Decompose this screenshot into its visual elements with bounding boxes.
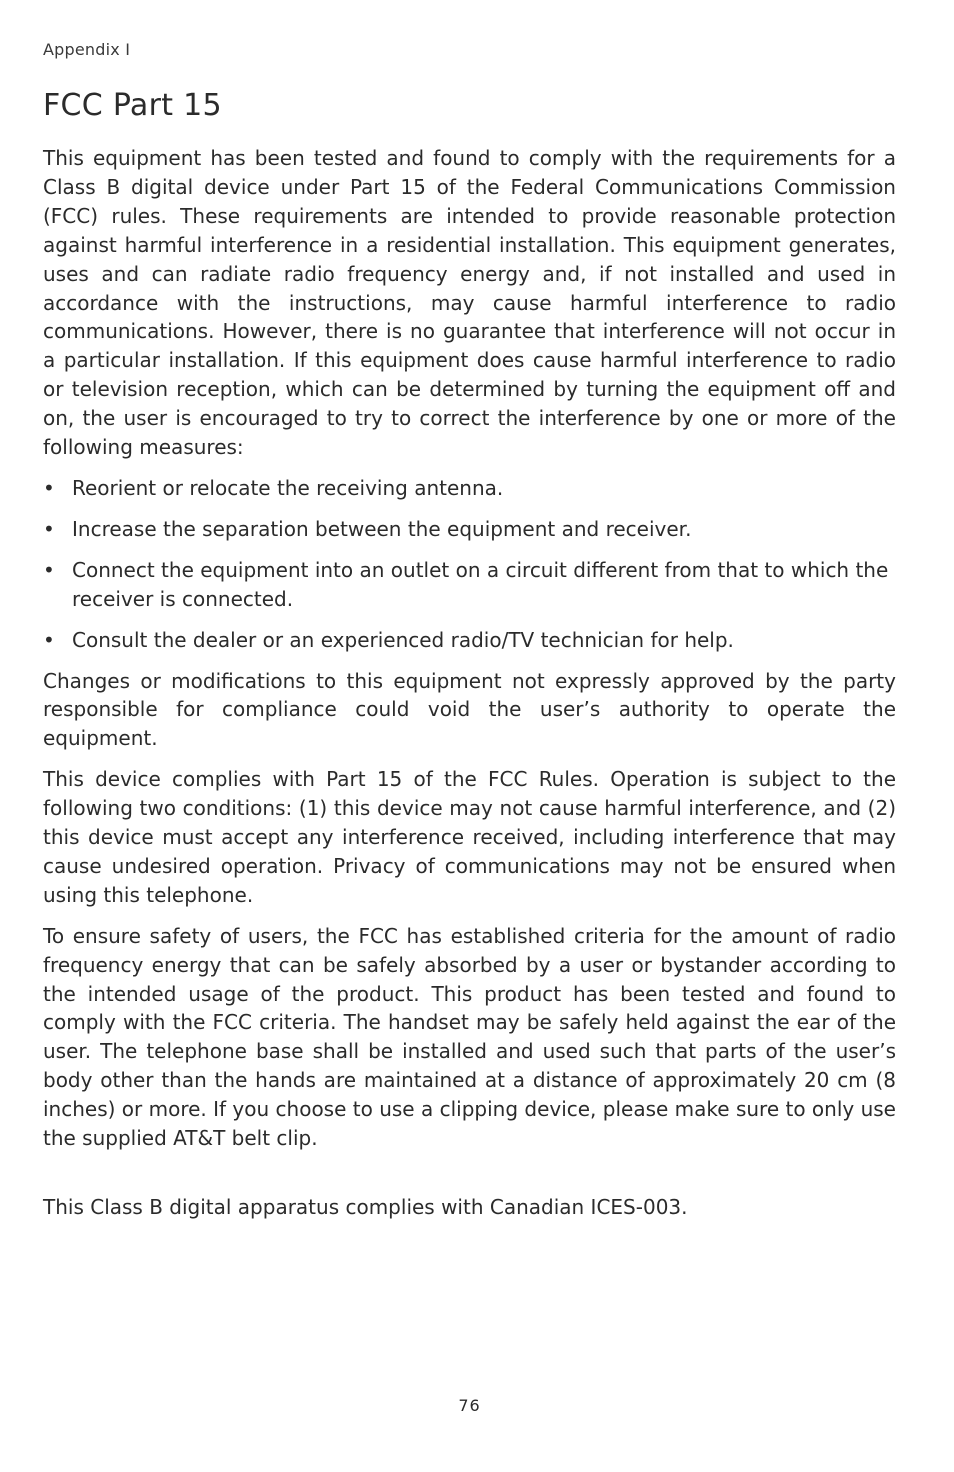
canada-paragraph: This Class B digital apparatus complies with Canadian ICES-003.: [43, 1195, 688, 1219]
conditions-paragraph: This device complies with Part 15 of the FCC Rules. Operation is subject to the following two conditions: (1) this device may not cause harmful interference, and (2) this device must accept any interference received, including interference that may cause undesired operation. Privacy of communications may not be ensured when using this telephone.: [43, 767, 896, 907]
list-item: [43, 515, 896, 544]
measure-text: Connect the equipment into an outlet on a circuit different from that to which the receiver is connected.: [72, 557, 889, 611]
list-item: [43, 556, 896, 614]
page-number: 76: [458, 1396, 481, 1415]
document-body: [43, 144, 896, 1234]
safety-paragraph: To ensure safety of users, the FCC has established criteria for the amount of radio frequency energy that can be safely absorbed by a user or bystander according to the intended usage of the product. This product has been tested and found to comply with the FCC criteria. The handset may be safely held against the ear of the user. The telephone base shall be installed and used such that parts of the user’s body other than the hands are maintained at a distance of approximately 20 cm (8 inches) or more. If you choose to use a clipping device, please make sure to only use the supplied AT&T belt clip.: [43, 923, 896, 1151]
intro-paragraph: This equipment has been tested and found to comply with the requirements for a Class B digital device under Part 15 of the Federal Communications Commission (FCC) rules. These requirements are intended to provide reasonable protection against harmful interference in a residential installation. This equipment generates, uses and can radiate radio frequency energy and, if not installed and used in accordance with the instructions, may cause harmful interference to radio communications. However, there is no guarantee that interference will not occur in a particular installation. If this equipment does cause harmful interference to radio or television reception, which can be determined by turning the equipment off and on, the user is encouraged to try to correct the interference by one or more of the following measures:: [43, 146, 896, 460]
measure-text: Increase the separation between the equipment and receiver.: [72, 516, 692, 541]
document-page: [43, 0, 896, 1472]
measure-text: Reorient or relocate the receiving antenna.: [72, 475, 504, 500]
bullet-icon: •: [43, 475, 55, 500]
list-item: [43, 626, 896, 655]
list-item: [43, 474, 896, 503]
page-title: FCC Part 15: [43, 88, 222, 123]
measure-text: Consult the dealer or an experienced radio/TV technician for help.: [72, 627, 734, 652]
section-label: Appendix I: [43, 40, 131, 59]
bullet-icon: •: [43, 557, 55, 582]
bullet-icon: •: [43, 516, 55, 541]
measures-list: [43, 474, 896, 655]
changes-paragraph: Changes or modifications to this equipment not expressly approved by the party responsible for compliance could void the user’s authority to operate the equipment.: [43, 668, 896, 751]
bullet-icon: •: [43, 627, 55, 652]
